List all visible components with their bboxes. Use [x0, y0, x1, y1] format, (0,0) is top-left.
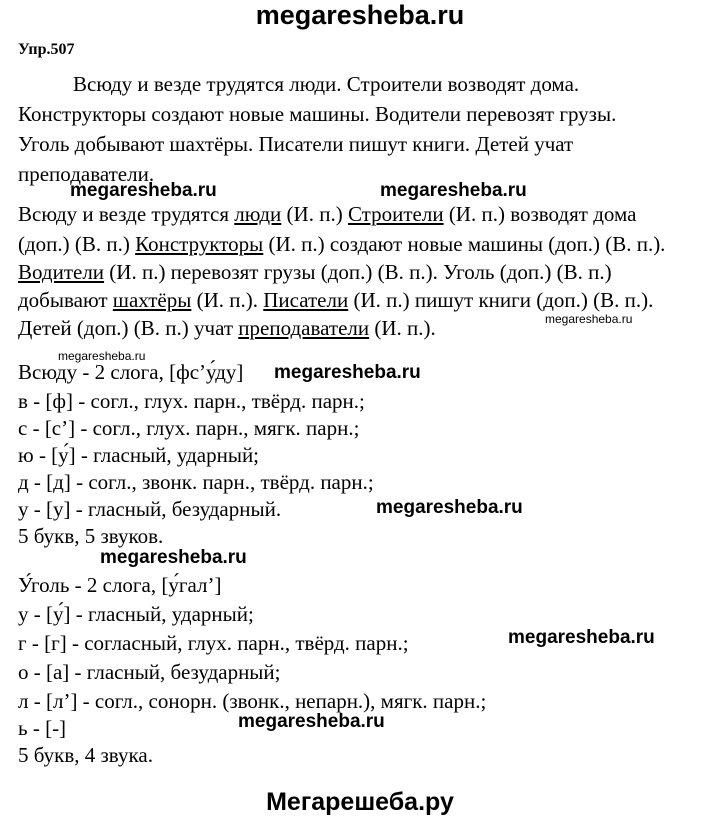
phonetic1-row: ю - [у́] - гласный, ударный;	[18, 443, 260, 467]
phonetic1-summary: 5 букв, 5 звуков.	[18, 524, 164, 548]
watermark: megaresheba.ru	[380, 180, 527, 201]
watermark: megaresheba.ru	[508, 627, 655, 648]
phonetic1-title: Всюду - 2 слога, [фс’у́ду]	[18, 360, 244, 384]
phonetic2-row: о - [а] - гласный, безударный;	[18, 660, 281, 684]
subject-underline: шахтёры	[112, 288, 192, 312]
task-line-2: Конструкторы создают новые машины. Водители перевозят грузы.	[18, 102, 617, 126]
phonetic2-row: г - [г] - согласный, глух. парн., твёрд. парн.;	[18, 631, 409, 655]
exercise-number: Упр.507	[18, 41, 75, 58]
analysis-line-3: Водители (И. п.) перевозят грузы (доп.) (В. п.). Уголь (доп.) (В. п.)	[18, 260, 612, 284]
task-line-3: Уголь добывают шахтёры. Писатели пишут книги. Детей учат	[18, 132, 574, 156]
task-line-4: преподаватели.	[18, 162, 155, 186]
phonetic1-row: с - [с’] - согл., глух. парн., мягк. парн.;	[18, 416, 360, 440]
watermark: megaresheba.ru	[100, 547, 247, 568]
subject-underline: Водители	[18, 260, 105, 284]
phonetic2-row: л - [л’] - согл., сонорн. (звонк., непарн.), мягк. парн.;	[18, 689, 487, 713]
phonetic1-row: д - [д] - согл., звонк. парн., твёрд. парн.;	[18, 470, 374, 494]
phonetic2-row: у - [у́] - гласный, ударный;	[18, 602, 254, 626]
phonetic2-summary: 5 букв, 4 звука.	[18, 743, 153, 767]
subject-underline: Конструкторы	[135, 232, 264, 256]
watermark: megaresheba.ru	[274, 362, 421, 383]
phonetic2-row: ь - [-]	[18, 716, 67, 740]
subject-underline: люди	[234, 202, 282, 226]
subject-underline: преподаватели	[238, 316, 370, 340]
subject-underline: Строители	[347, 202, 444, 226]
watermark: megaresheba.ru	[70, 180, 217, 201]
analysis-line-2: (доп.) (В. п.) Конструкторы (И. п.) создают новые машины (доп.) (В. п.).	[18, 232, 666, 256]
analysis-line-5: Детей (доп.) (В. п.) учат преподаватели (И. п.).	[18, 316, 436, 340]
phonetic1-row: у - [у] - гласный, безударный.	[18, 497, 282, 521]
analysis-line-1: Всюду и везде трудятся люди (И. п.) Строители (И. п.) возводят дома	[18, 202, 637, 226]
watermark: megaresheba.ru	[58, 349, 146, 363]
watermark: megaresheba.ru	[376, 497, 523, 518]
site-footer: Мегарешеба.ру	[266, 788, 454, 816]
subject-underline: Писатели	[263, 288, 349, 312]
site-header: megaresheba.ru	[255, 0, 465, 30]
watermark: megaresheba.ru	[545, 312, 633, 326]
phonetic1-row: в - [ф] - согл., глух. парн., твёрд. парн.;	[18, 389, 365, 413]
watermark: megaresheba.ru	[238, 711, 385, 732]
task-line-1: Всюду и везде трудятся люди. Строители возводят дома.	[73, 72, 580, 96]
phonetic2-title: У́голь - 2 слога, [у́гал’]	[18, 573, 222, 597]
analysis-line-4: добывают шахтёры (И. п.). Писатели (И. п.) пишут книги (доп.) (В. п.).	[18, 288, 654, 312]
